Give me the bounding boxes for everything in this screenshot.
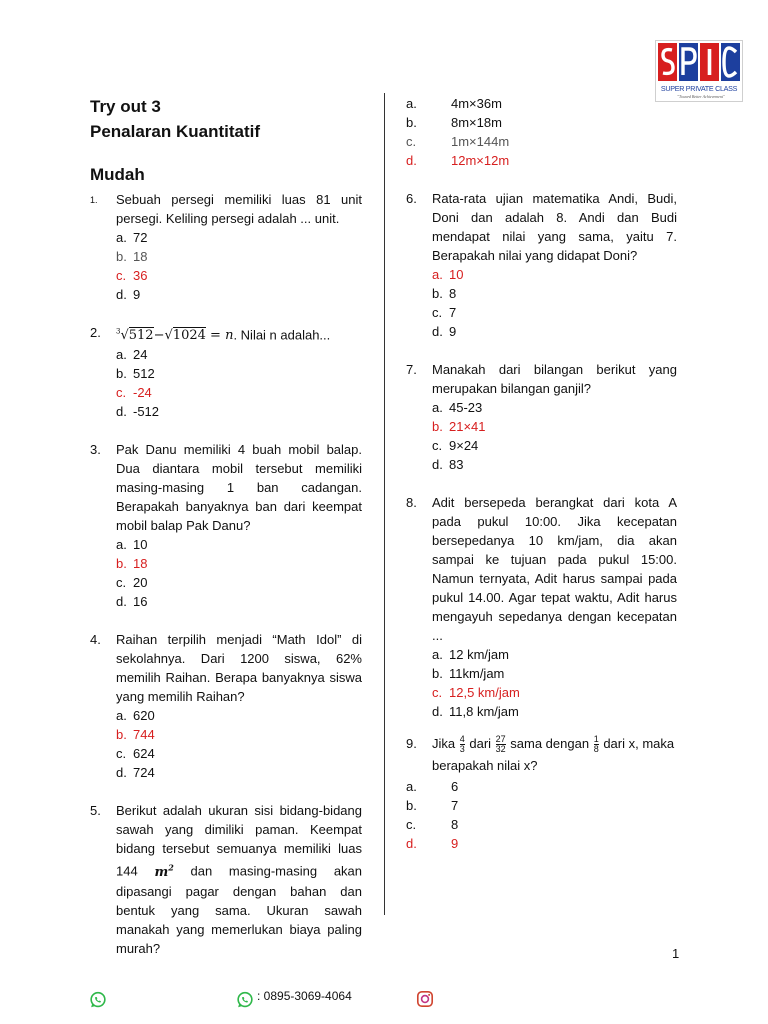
option-b-answer: b. 21×41 xyxy=(432,419,486,434)
option-c: c. 9×24 xyxy=(432,438,479,453)
logo-slogan: "Toward Better Achievement" xyxy=(677,94,725,99)
option-c: c. 1m×144m xyxy=(406,134,510,149)
question-number: 1. xyxy=(90,195,98,205)
question-number: 4. xyxy=(90,632,101,648)
fraction: $\frac{1}{8}$ xyxy=(593,734,599,755)
fraction: $\frac{4}{3}$ xyxy=(459,734,465,755)
option-d-answer: d. 12m×12m xyxy=(406,153,510,168)
question-2 xyxy=(90,323,362,421)
option-b-answer: b. 744 xyxy=(116,727,155,743)
option-a: a. 620 xyxy=(116,708,155,724)
option-d: d. 16 xyxy=(116,594,148,610)
option-a: a. 10 xyxy=(116,537,148,553)
question-number: 2. xyxy=(90,325,101,340)
option-b: b. 11km/jam xyxy=(432,666,505,681)
column-divider xyxy=(384,93,385,915)
option-a-answer: a. 10 xyxy=(432,267,464,282)
question-text: Jika $\frac{4}{3}$ dari $\frac{27}{32}$ sama dengan $\frac{1}{8}$ dari x, maka berapakah nilai x? xyxy=(432,734,675,773)
option-c-answer: c. 12,5 km/jam xyxy=(432,685,520,700)
math-expression: $^3$√512−√1024 = n xyxy=(116,328,234,344)
option-c: c. 624 xyxy=(116,746,155,762)
fraction: $\frac{27}{32}$ xyxy=(495,734,506,755)
question-8 xyxy=(406,493,677,721)
question-text: Manakah dari bilangan berikut yang merupakan bilangan ganjil? xyxy=(432,362,677,396)
option-c-answer: c. 36 xyxy=(116,268,148,283)
option-d: d. 9 xyxy=(116,287,141,302)
question-text: Pak Danu memiliki 4 buah mobil balap. Dua diantara mobil tersebut memiliki masing-masing 1 ban cadangan. Berapakah banyaknya ban dari keempat mobil balap Pak Danu? xyxy=(116,442,362,534)
question-text: Sebuah persegi memiliki luas 81 unit persegi. Keliling persegi adalah ... unit. xyxy=(116,192,362,226)
question-5 xyxy=(90,801,362,957)
question-7 xyxy=(406,360,677,474)
option-c-answer: c. -24 xyxy=(116,385,152,401)
question-text: $^3$√512−√1024 = n. Nilai n adalah... xyxy=(116,327,331,344)
option-d: d. 9 xyxy=(432,324,457,339)
option-c: c. 20 xyxy=(116,575,148,591)
question-text: Berikut adalah ukuran sisi bidang-bidang sawah yang dimiliki paman. Keempat bidang tersebut semuanya memiliki luas 144 $m^2$ dan masing-masing akan dipasangi pagar dengan bahan dan bentuk yang sama. Ukuran sawah manakah yang memerlukan biaya paling murah? xyxy=(116,803,363,956)
question-5-options xyxy=(406,94,677,170)
option-a: a. 6 xyxy=(406,779,459,794)
left-column xyxy=(90,94,362,958)
right-column xyxy=(406,94,677,853)
question-text: Rata-rata ujian matematika Andi, Budi, Doni dan adalah 8. Andi dan Budi mendapat nilai yang sama, yaitu 7. Berapakah nilai yang didapat Doni? xyxy=(432,191,677,263)
option-a: a. 72 xyxy=(116,230,148,245)
doc-title: Try out 3 xyxy=(90,97,161,116)
question-9 xyxy=(406,733,677,853)
option-b: b. 512 xyxy=(116,366,155,382)
option-d: d. -512 xyxy=(116,404,160,420)
option-a: a. 24 xyxy=(116,347,148,363)
question-text: Raihan terpilih menjadi “Math Idol” di sekolahnya. Dari 1200 siswa, 62% memilih Raihan. Berapa banyaknya siswa yang memilih Raihan? xyxy=(116,632,362,705)
question-number: 7. xyxy=(406,362,417,377)
instagram-icon xyxy=(416,990,434,1008)
option-a: a. 12 km/jam xyxy=(432,647,509,662)
doc-subtitle: Penalaran Kuantitatif xyxy=(90,122,261,141)
option-b: b. 8 xyxy=(432,286,457,301)
question-6 xyxy=(406,189,677,341)
option-d: d. 11,8 km/jam xyxy=(432,704,519,719)
footer xyxy=(0,986,768,1016)
question-text: Adit bersepeda berangkat dari kota A pada pukul 10:00. Jika kecepatan bersepedanya 10 km/jam, dia akan sampai ke tujuan pada pukul 15:00. Namun ternyata, Adit harus sampai pada pukul 14.00. Agar tepat waktu, Adit harus mengayuh sepedanya dengan kecepatan ... xyxy=(432,495,677,643)
question-number: 5. xyxy=(90,803,101,819)
option-d: d. 83 xyxy=(432,457,464,472)
question-number: 8. xyxy=(406,495,417,510)
option-c: c. 8 xyxy=(406,817,459,832)
question-3 xyxy=(90,440,362,611)
option-b: b. 18 xyxy=(116,249,148,264)
option-d: d. 724 xyxy=(116,765,155,781)
option-b: b. 8m×18m xyxy=(406,115,502,130)
question-number: 9. xyxy=(406,736,417,751)
spic-logo xyxy=(655,40,743,102)
page-number: 1 xyxy=(672,946,680,961)
question-1 xyxy=(90,190,362,304)
question-number: 6. xyxy=(406,191,417,206)
option-b: b. 7 xyxy=(406,798,459,813)
option-a: a. 4m×36m xyxy=(406,96,502,111)
phone-number: : 0895-3069-4064 xyxy=(257,989,352,1003)
whatsapp-icon xyxy=(236,991,254,1009)
question-4 xyxy=(90,630,362,782)
option-a: a. 45-23 xyxy=(432,400,483,415)
question-number: 3. xyxy=(90,442,101,458)
logo-tagline: SUPER PRIVATE CLASS xyxy=(660,84,738,93)
option-b-answer: b. 18 xyxy=(116,556,148,572)
option-d-answer: d. 9 xyxy=(406,836,459,851)
whatsapp-icon xyxy=(89,991,107,1009)
section-title: Mudah xyxy=(90,165,145,184)
option-c: c. 7 xyxy=(432,305,457,320)
